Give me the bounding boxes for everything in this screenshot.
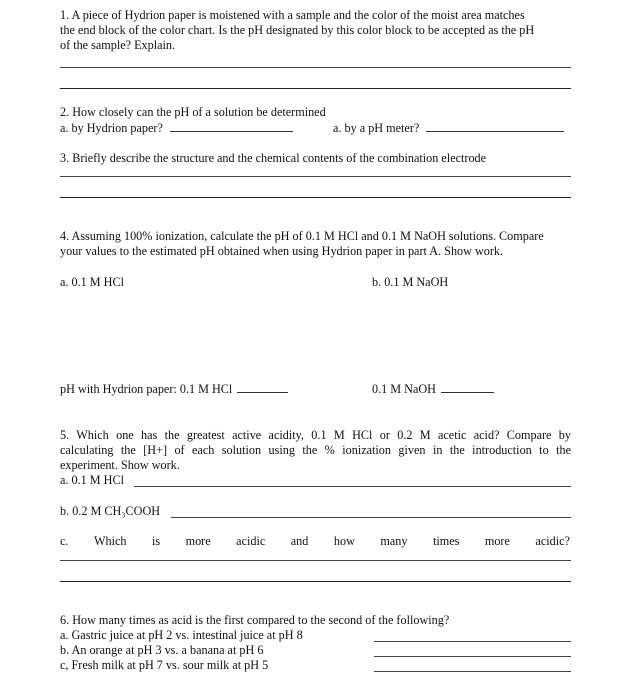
q4-line-2: your values to the estimated pH obtained when using Hydrion paper in part A. Show work.: [60, 244, 504, 258]
q5-line-3: experiment. Show work.: [60, 458, 180, 472]
q2-a-answer-blank[interactable]: [170, 120, 293, 132]
q6-c-answer-line[interactable]: [374, 671, 571, 672]
q5-c-word: is: [151, 534, 161, 548]
q5-a-label: a. 0.1 M HCl: [60, 473, 124, 487]
q1-line-3: of the sample? Explain.: [60, 38, 176, 52]
q2-b-answer-blank[interactable]: [426, 120, 564, 132]
q5-c-word: how: [333, 534, 355, 548]
q5-c-word: more: [484, 534, 510, 548]
q3-answer-line-2[interactable]: [60, 197, 571, 198]
q5-c-word: and: [290, 534, 309, 548]
q1-line-2: the end block of the color chart. Is the pH designated by this color block to be accepted as the pH: [60, 23, 535, 37]
q2-b-label: a. by a pH meter?: [333, 121, 420, 135]
q6-c-text: c, Fresh milk at pH 7 vs. sour milk at pH 5: [60, 658, 269, 672]
q5-c-word: many: [380, 534, 408, 548]
q5-c-word: Which: [93, 534, 127, 548]
q4-hydrion-naoh-blank[interactable]: [441, 381, 494, 393]
q6-b-text: b. An orange at pH 3 vs. a banana at pH 6: [60, 643, 264, 657]
q2-a-label: a. by Hydrion paper?: [60, 121, 163, 135]
q2-stem: 2. How closely can the pH of a solution be determined: [60, 105, 326, 119]
q5-c-answer-line-1[interactable]: [60, 560, 571, 561]
q3-text: 3. Briefly describe the structure and the chemical contents of the combination electrode: [60, 151, 487, 165]
q4-hydrion-row: [60, 381, 288, 397]
q4-hydrion-hcl-blank[interactable]: [237, 381, 288, 393]
q5-c-word: c.: [60, 534, 69, 548]
q5-c-word: acidic?: [535, 534, 570, 548]
q5-c-question: [60, 534, 570, 549]
q4-hydrion-label: pH with Hydrion paper: 0.1 M HCl: [60, 382, 233, 396]
q5-line-1: 5. Which one has the greatest active acidity, 0.1 M HCl or 0.2 M acetic acid? Compare by: [60, 428, 571, 442]
q4-naoh-row: [372, 381, 494, 397]
q2-a-row: [60, 120, 293, 136]
q3-answer-line-1[interactable]: [60, 176, 571, 177]
q5-b-answer-line[interactable]: [171, 517, 571, 518]
q5-b-label: b. 0.2 M CH₃COOH: [60, 504, 161, 518]
q5-line-2: calculating the [H+] of each solution using the % ionization given in the introduction to the: [60, 443, 571, 457]
q5-c-word: acidic: [236, 534, 266, 548]
q4-line-1: 4. Assuming 100% ionization, calculate the pH of 0.1 M HCl and 0.1 M NaOH solutions. Compare: [60, 229, 544, 243]
q6-b-answer-line[interactable]: [374, 656, 571, 657]
q2-b-row: [333, 120, 564, 136]
q5-c-word: more: [185, 534, 211, 548]
q6-stem: 6. How many times as acid is the first compared to the second of the following?: [60, 613, 450, 627]
q6-a-text: a. Gastric juice at pH 2 vs. intestinal juice at pH 8: [60, 628, 303, 642]
q1-line-1: 1. A piece of Hydrion paper is moistened with a sample and the color of the moist area matches: [60, 8, 525, 22]
q1-answer-line-1[interactable]: [60, 67, 571, 68]
q5-c-word: times: [432, 534, 460, 548]
q4-naoh-label: 0.1 M NaOH: [372, 382, 436, 396]
q5-a-answer-line[interactable]: [134, 486, 571, 487]
q4-a-label: a. 0.1 M HCl: [60, 275, 124, 289]
q4-b-label: b. 0.1 M NaOH: [372, 275, 449, 289]
q1-answer-line-2[interactable]: [60, 88, 571, 89]
q6-a-answer-line[interactable]: [374, 641, 571, 642]
q5-c-answer-line-2[interactable]: [60, 581, 571, 582]
